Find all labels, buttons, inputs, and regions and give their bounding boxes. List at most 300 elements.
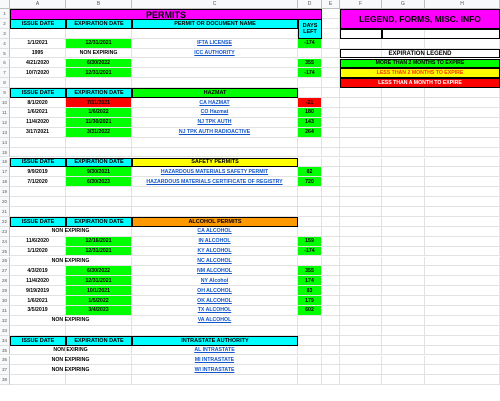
expiration-date-cell[interactable]: 3/31/2022 <box>66 128 132 138</box>
empty-cell[interactable] <box>132 78 298 88</box>
empty-cell[interactable] <box>340 98 382 108</box>
expiration-date-cell[interactable]: 12/31/2021 <box>66 247 132 257</box>
expiration-date-cell[interactable]: 11/30/2021 <box>66 118 132 128</box>
empty-cell[interactable] <box>382 128 425 138</box>
empty-cell[interactable] <box>298 257 322 267</box>
row-header[interactable]: 35 <box>0 346 10 356</box>
expiration-date-cell[interactable]: 12/31/2021 <box>66 39 132 49</box>
issue-date-cell[interactable]: 4/21/2020 <box>10 59 66 69</box>
empty-cell[interactable] <box>340 167 382 177</box>
document-link[interactable]: HAZARDOUS MATERIALS SAFETY PERMIT <box>132 167 298 177</box>
empty-cell[interactable] <box>425 39 500 49</box>
empty-cell[interactable] <box>298 326 322 336</box>
empty-cell[interactable] <box>298 78 322 88</box>
empty-cell[interactable] <box>322 257 340 267</box>
empty-cell[interactable] <box>340 266 382 276</box>
empty-cell[interactable] <box>425 336 500 346</box>
empty-cell[interactable] <box>298 148 322 158</box>
empty-cell[interactable] <box>340 326 382 336</box>
document-link[interactable]: NJ TPK AUTH RADIOACTIVE <box>132 128 298 138</box>
document-link[interactable]: NJ TPK AUTH <box>132 118 298 128</box>
document-link[interactable] <box>132 59 298 69</box>
column-header[interactable]: C <box>132 0 298 9</box>
empty-cell[interactable] <box>322 177 340 187</box>
empty-cell[interactable] <box>298 207 322 217</box>
expiration-date-cell[interactable]: 6/30/2023 <box>66 177 132 187</box>
column-header[interactable]: G <box>382 0 425 9</box>
empty-cell[interactable] <box>298 316 322 326</box>
empty-cell[interactable] <box>382 177 425 187</box>
issue-date-cell[interactable]: 9/19/2019 <box>10 286 66 296</box>
empty-cell[interactable] <box>340 187 382 197</box>
empty-cell[interactable] <box>322 365 340 375</box>
empty-cell[interactable] <box>340 336 382 346</box>
empty-cell[interactable] <box>132 375 298 385</box>
issue-date-cell[interactable]: 8/1/2020 <box>10 98 66 108</box>
empty-cell[interactable] <box>322 247 340 257</box>
empty-cell[interactable] <box>66 326 132 336</box>
empty-cell[interactable] <box>322 197 340 207</box>
empty-cell[interactable] <box>340 197 382 207</box>
empty-cell[interactable] <box>425 356 500 366</box>
empty-cell[interactable] <box>382 336 425 346</box>
document-link[interactable]: ICC AUTHORITY <box>132 49 298 59</box>
empty-cell[interactable] <box>425 217 500 227</box>
empty-cell[interactable] <box>382 375 425 385</box>
expiration-date-cell[interactable]: 1/6/2022 <box>66 108 132 118</box>
empty-cell[interactable] <box>322 217 340 227</box>
row-header[interactable]: 25 <box>0 247 10 257</box>
empty-cell[interactable] <box>340 39 382 49</box>
empty-cell[interactable] <box>425 276 500 286</box>
empty-cell[interactable] <box>382 365 425 375</box>
row-header[interactable]: 23 <box>0 227 10 237</box>
expiration-date-cell[interactable]: 12/16/2021 <box>66 237 132 247</box>
empty-cell[interactable] <box>322 88 340 98</box>
days-left-cell[interactable]: 174 <box>298 276 322 286</box>
empty-cell[interactable] <box>66 29 132 39</box>
empty-cell[interactable] <box>10 138 66 148</box>
days-left-cell[interactable]: 159 <box>298 237 322 247</box>
empty-cell[interactable] <box>10 207 66 217</box>
empty-cell[interactable] <box>340 207 382 217</box>
empty-cell[interactable] <box>322 336 340 346</box>
document-link[interactable] <box>132 68 298 78</box>
empty-cell[interactable] <box>298 138 322 148</box>
empty-cell[interactable] <box>382 187 425 197</box>
empty-cell[interactable] <box>340 346 382 356</box>
empty-cell[interactable] <box>298 365 322 375</box>
empty-cell[interactable] <box>322 187 340 197</box>
empty-cell[interactable] <box>298 227 322 237</box>
document-link[interactable]: NM ALCOHOL <box>132 266 298 276</box>
empty-cell[interactable] <box>322 128 340 138</box>
empty-cell[interactable] <box>425 227 500 237</box>
empty-cell[interactable] <box>322 306 340 316</box>
expiration-date-cell[interactable]: 7/31/2021 <box>66 98 132 108</box>
empty-cell[interactable] <box>10 78 66 88</box>
row-header[interactable]: 13 <box>0 128 10 138</box>
empty-cell[interactable] <box>132 187 298 197</box>
row-header[interactable]: 4 <box>0 39 10 49</box>
empty-cell[interactable] <box>322 266 340 276</box>
days-left-cell[interactable]: -174 <box>298 247 322 257</box>
empty-cell[interactable] <box>340 296 382 306</box>
empty-cell[interactable] <box>382 257 425 267</box>
issue-date-cell[interactable]: 3/5/2019 <box>10 306 66 316</box>
empty-cell[interactable] <box>298 88 322 98</box>
expiration-date-cell[interactable]: 10/1/2021 <box>66 286 132 296</box>
expiration-date-header: EXPIRATION DATE <box>66 217 132 227</box>
empty-cell[interactable] <box>322 78 340 88</box>
empty-cell[interactable] <box>322 59 340 69</box>
empty-cell[interactable] <box>322 167 340 177</box>
empty-cell[interactable] <box>340 217 382 227</box>
row-header[interactable]: 2 <box>0 19 10 29</box>
expiration-date-cell[interactable]: 12/31/2021 <box>66 276 132 286</box>
empty-cell[interactable] <box>340 88 382 98</box>
empty-cell[interactable] <box>66 138 132 148</box>
row-header[interactable]: 14 <box>0 138 10 148</box>
days-left-cell[interactable]: 602 <box>298 306 322 316</box>
empty-cell[interactable] <box>425 187 500 197</box>
empty-cell[interactable] <box>322 276 340 286</box>
expiration-date-cell[interactable]: 1/5/2022 <box>66 296 132 306</box>
empty-cell[interactable] <box>132 326 298 336</box>
empty-cell[interactable] <box>382 316 425 326</box>
empty-cell[interactable] <box>382 167 425 177</box>
document-link[interactable]: OK ALCOHOL <box>132 296 298 306</box>
empty-cell[interactable] <box>298 187 322 197</box>
empty-cell[interactable] <box>322 68 340 78</box>
days-left-cell[interactable]: 264 <box>298 128 322 138</box>
empty-cell[interactable] <box>340 227 382 237</box>
empty-cell[interactable] <box>340 108 382 118</box>
document-link[interactable]: CA ALCOHOL <box>132 227 298 237</box>
empty-cell[interactable] <box>322 158 340 168</box>
empty-cell[interactable] <box>340 177 382 187</box>
empty-cell[interactable] <box>382 247 425 257</box>
row-header[interactable]: 34 <box>0 336 10 346</box>
empty-cell[interactable] <box>10 197 66 207</box>
expiration-date-cell[interactable]: 6/30/2022 <box>66 266 132 276</box>
issue-date-cell[interactable]: 1/6/2021 <box>10 108 66 118</box>
issue-date-cell[interactable]: 10/7/2020 <box>10 68 66 78</box>
document-link[interactable]: MI INTRASTATE <box>132 356 298 366</box>
row-header[interactable]: 18 <box>0 177 10 187</box>
empty-cell[interactable] <box>298 158 322 168</box>
empty-cell[interactable] <box>382 118 425 128</box>
empty-cell[interactable] <box>425 257 500 267</box>
document-link[interactable]: NY Alcohol <box>132 276 298 286</box>
empty-cell[interactable] <box>425 197 500 207</box>
empty-cell[interactable] <box>132 197 298 207</box>
empty-cell[interactable] <box>425 306 500 316</box>
row-header[interactable]: 9 <box>0 88 10 98</box>
empty-cell[interactable] <box>10 187 66 197</box>
document-link[interactable]: OH ALCOHOL <box>132 286 298 296</box>
empty-cell[interactable] <box>382 138 425 148</box>
empty-cell[interactable] <box>382 266 425 276</box>
empty-cell[interactable] <box>425 108 500 118</box>
empty-cell[interactable] <box>382 88 425 98</box>
row-header[interactable]: 3 <box>0 29 10 39</box>
document-link[interactable]: CA HAZMAT <box>132 98 298 108</box>
expiration-legend-title: EXPIRATION LEGEND <box>340 49 500 59</box>
empty-cell[interactable] <box>382 227 425 237</box>
legend-blank-1[interactable] <box>340 29 382 39</box>
empty-cell[interactable] <box>382 296 425 306</box>
row-header[interactable]: 31 <box>0 306 10 316</box>
issue-date-cell[interactable]: 11/4/2020 <box>10 276 66 286</box>
empty-cell[interactable] <box>425 118 500 128</box>
row-header[interactable]: 26 <box>0 257 10 267</box>
empty-cell[interactable] <box>322 356 340 366</box>
days-left-cell[interactable]: -174 <box>298 68 322 78</box>
legend-blank-2[interactable] <box>382 29 500 39</box>
empty-cell[interactable] <box>298 217 322 227</box>
empty-cell[interactable] <box>322 29 340 39</box>
empty-cell[interactable] <box>425 98 500 108</box>
issue-date-cell[interactable]: 1/1/2021 <box>10 39 66 49</box>
empty-cell[interactable] <box>132 29 298 39</box>
empty-cell[interactable] <box>322 49 340 59</box>
days-left-cell[interactable]: 355 <box>298 266 322 276</box>
document-link[interactable]: TX ALCOHOL <box>132 306 298 316</box>
expiration-date-cell[interactable]: 3/4/2023 <box>66 306 132 316</box>
expiration-date-cell[interactable]: NON EXPIRING <box>66 49 132 59</box>
row-header[interactable]: 5 <box>0 49 10 59</box>
empty-cell[interactable] <box>382 148 425 158</box>
empty-cell[interactable] <box>382 39 425 49</box>
empty-cell[interactable] <box>340 375 382 385</box>
empty-cell[interactable] <box>322 118 340 128</box>
empty-cell[interactable] <box>10 375 66 385</box>
empty-cell[interactable] <box>425 247 500 257</box>
row-header[interactable]: 37 <box>0 365 10 375</box>
empty-cell[interactable] <box>322 138 340 148</box>
empty-cell[interactable] <box>66 207 132 217</box>
empty-cell[interactable] <box>340 128 382 138</box>
empty-cell[interactable] <box>382 217 425 227</box>
empty-cell[interactable] <box>322 19 340 29</box>
row-header[interactable]: 36 <box>0 356 10 366</box>
issue-date-cell[interactable]: 7/1/2020 <box>10 177 66 187</box>
empty-cell[interactable] <box>298 375 322 385</box>
empty-cell[interactable] <box>322 286 340 296</box>
empty-cell[interactable] <box>340 316 382 326</box>
empty-cell[interactable] <box>382 197 425 207</box>
row-header[interactable]: 10 <box>0 98 10 108</box>
document-link[interactable]: IFTA LICENSE <box>132 39 298 49</box>
column-header[interactable]: H <box>425 0 500 9</box>
issue-date-cell[interactable]: 11/6/2020 <box>10 237 66 247</box>
days-left-cell[interactable]: 143 <box>298 118 322 128</box>
document-link[interactable]: VA ALCOHOL <box>132 316 298 326</box>
empty-cell[interactable] <box>425 88 500 98</box>
empty-cell[interactable] <box>425 138 500 148</box>
days-left-cell[interactable]: 355 <box>298 59 322 69</box>
empty-cell[interactable] <box>382 286 425 296</box>
empty-cell[interactable] <box>382 306 425 316</box>
empty-cell[interactable] <box>425 365 500 375</box>
row-header[interactable]: 19 <box>0 187 10 197</box>
days-left-cell[interactable]: 180 <box>298 108 322 118</box>
column-header[interactable]: E <box>322 0 340 9</box>
column-header[interactable]: D <box>298 0 322 9</box>
empty-cell[interactable] <box>132 207 298 217</box>
empty-cell[interactable] <box>382 356 425 366</box>
empty-cell[interactable] <box>425 128 500 138</box>
row-header[interactable]: 12 <box>0 118 10 128</box>
empty-cell[interactable] <box>10 148 66 158</box>
empty-cell[interactable] <box>425 237 500 247</box>
row-header[interactable]: 6 <box>0 59 10 69</box>
column-header[interactable]: A <box>10 0 66 9</box>
document-link[interactable]: CO Hazmat <box>132 108 298 118</box>
row-header[interactable]: 33 <box>0 326 10 336</box>
empty-cell[interactable] <box>382 276 425 286</box>
empty-cell[interactable] <box>298 336 322 346</box>
row-header[interactable]: 11 <box>0 108 10 118</box>
empty-cell[interactable] <box>322 375 340 385</box>
empty-cell[interactable] <box>298 197 322 207</box>
document-link[interactable]: HAZARDOUS MATERIALS CERTIFICATE OF REGISTRY <box>132 177 298 187</box>
days-left-cell[interactable]: 720 <box>298 177 322 187</box>
empty-cell[interactable] <box>66 375 132 385</box>
row-header[interactable]: 22 <box>0 217 10 227</box>
days-left-cell[interactable]: -174 <box>298 39 322 49</box>
days-left-cell[interactable]: -21 <box>298 98 322 108</box>
empty-cell[interactable] <box>425 316 500 326</box>
row-header[interactable]: 16 <box>0 158 10 168</box>
empty-cell[interactable] <box>382 207 425 217</box>
empty-cell[interactable] <box>425 266 500 276</box>
empty-cell[interactable] <box>340 118 382 128</box>
row-header[interactable]: 32 <box>0 316 10 326</box>
column-header[interactable]: F <box>340 0 382 9</box>
issue-date-cell[interactable]: 4/3/2019 <box>10 266 66 276</box>
empty-cell[interactable] <box>322 227 340 237</box>
empty-cell[interactable] <box>340 158 382 168</box>
document-link[interactable]: AL INTRASTATE <box>132 346 298 356</box>
empty-cell[interactable] <box>322 148 340 158</box>
empty-cell[interactable] <box>322 9 340 19</box>
empty-cell[interactable] <box>340 286 382 296</box>
empty-cell[interactable] <box>425 326 500 336</box>
empty-cell[interactable] <box>10 326 66 336</box>
row-header[interactable]: 21 <box>0 207 10 217</box>
empty-cell[interactable] <box>425 346 500 356</box>
empty-cell[interactable] <box>340 138 382 148</box>
row-header[interactable]: 20 <box>0 197 10 207</box>
days-left-cell[interactable]: 83 <box>298 286 322 296</box>
issue-date-cell[interactable]: 3/17/2021 <box>10 128 66 138</box>
empty-cell[interactable] <box>132 148 298 158</box>
empty-cell[interactable] <box>340 306 382 316</box>
empty-cell[interactable] <box>322 346 340 356</box>
row-header[interactable]: 27 <box>0 266 10 276</box>
empty-cell[interactable] <box>340 356 382 366</box>
empty-cell[interactable] <box>340 148 382 158</box>
empty-cell[interactable] <box>322 39 340 49</box>
issue-date-cell[interactable]: 1/6/2021 <box>10 296 66 306</box>
empty-cell[interactable] <box>66 197 132 207</box>
empty-cell[interactable] <box>322 237 340 247</box>
empty-cell[interactable] <box>382 346 425 356</box>
issue-date-cell[interactable]: 11/4/2020 <box>10 118 66 128</box>
days-left-cell[interactable]: 82 <box>298 167 322 177</box>
row-header[interactable]: 17 <box>0 167 10 177</box>
empty-cell[interactable] <box>322 316 340 326</box>
document-link[interactable]: IN ALCOHOL <box>132 237 298 247</box>
empty-cell[interactable] <box>66 148 132 158</box>
empty-cell[interactable] <box>66 187 132 197</box>
issue-date-cell[interactable]: 1995 <box>10 49 66 59</box>
empty-cell[interactable] <box>340 237 382 247</box>
empty-cell[interactable] <box>322 98 340 108</box>
empty-cell[interactable] <box>425 207 500 217</box>
empty-cell[interactable] <box>340 257 382 267</box>
issue-date-cell[interactable]: 1/1/2020 <box>10 247 66 257</box>
empty-cell[interactable] <box>340 276 382 286</box>
empty-cell[interactable] <box>66 78 132 88</box>
empty-cell[interactable] <box>322 108 340 118</box>
empty-cell[interactable] <box>382 98 425 108</box>
empty-cell[interactable] <box>425 148 500 158</box>
expiration-date-cell[interactable]: 12/31/2021 <box>66 68 132 78</box>
empty-cell[interactable] <box>425 167 500 177</box>
row-header[interactable]: 30 <box>0 296 10 306</box>
row-header[interactable]: 29 <box>0 286 10 296</box>
column-header[interactable]: B <box>66 0 132 9</box>
empty-cell[interactable] <box>340 247 382 257</box>
days-left-cell[interactable]: 179 <box>298 296 322 306</box>
empty-cell[interactable] <box>382 326 425 336</box>
empty-cell[interactable] <box>298 356 322 366</box>
row-header[interactable]: 8 <box>0 78 10 88</box>
row-header[interactable]: 28 <box>0 276 10 286</box>
empty-cell[interactable] <box>322 207 340 217</box>
document-link[interactable]: NC ALCOHOL <box>132 257 298 267</box>
empty-cell[interactable] <box>340 365 382 375</box>
expiration-date-cell[interactable]: 6/30/2022 <box>66 59 132 69</box>
expiration-date-cell[interactable]: 9/30/2021 <box>66 167 132 177</box>
row-header[interactable]: 1 <box>0 9 10 19</box>
row-header[interactable]: 7 <box>0 68 10 78</box>
empty-cell[interactable] <box>425 296 500 306</box>
empty-cell[interactable] <box>322 296 340 306</box>
empty-cell[interactable] <box>425 375 500 385</box>
empty-cell[interactable] <box>425 177 500 187</box>
empty-cell[interactable] <box>298 346 322 356</box>
empty-cell[interactable] <box>322 326 340 336</box>
empty-cell[interactable] <box>382 108 425 118</box>
empty-cell[interactable] <box>382 237 425 247</box>
empty-cell[interactable] <box>10 29 66 39</box>
empty-cell[interactable] <box>425 158 500 168</box>
row-header[interactable]: 15 <box>0 148 10 158</box>
row-header[interactable]: 38 <box>0 375 10 385</box>
issue-date-cell[interactable]: 9/9/2019 <box>10 167 66 177</box>
days-left-cell[interactable] <box>298 49 322 59</box>
empty-cell[interactable] <box>132 138 298 148</box>
empty-cell[interactable] <box>382 158 425 168</box>
empty-cell[interactable] <box>425 286 500 296</box>
row-header[interactable]: 24 <box>0 237 10 247</box>
document-link[interactable]: KY ALCOHOL <box>132 247 298 257</box>
document-link[interactable]: WI INTRASTATE <box>132 365 298 375</box>
